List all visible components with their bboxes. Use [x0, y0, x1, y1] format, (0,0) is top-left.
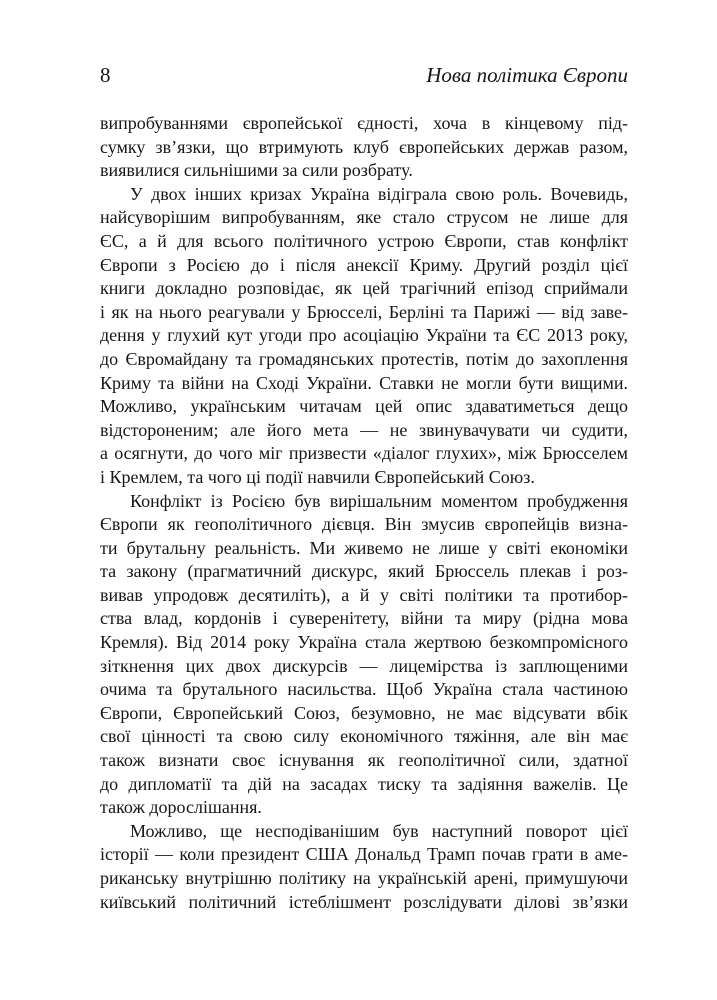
text-line: Можливо, ще несподіванішим був наступний поворот цієї [130, 820, 628, 841]
text-line: ЄС, а й для всього політичного устрою Європи, став конфлікт [100, 230, 628, 251]
text-line: випробуваннями європейської єдності, хоча в кінцевому під- [100, 113, 628, 133]
text-line: Європи, Європейський Союз, безумовно, не має відсувати вбік [100, 702, 628, 723]
text-line: сумку зв’язки, що втримують клуб європейських держав разом, [100, 136, 628, 157]
text-line: ти брутальну реальність. Ми живемо не лише у світі економіки [100, 537, 628, 558]
running-title: Нова політика Європи [426, 63, 628, 87]
text-line: до дипломатії та дій на засадах тиску та задіяння важелів. Це [100, 773, 628, 794]
text-line: У двох інших кризах Україна відіграла свою роль. Вочевидь, [130, 183, 628, 204]
body-text [100, 112, 628, 914]
text-line: Європи як геополітичного дієвця. Він змусив європейців визна- [100, 514, 628, 535]
paragraph [100, 112, 628, 183]
text-line: зіткнення цих двох дискурсів — лицемірства із заплющеними [100, 655, 628, 676]
text-line: найсуворішим випробуванням, яке стало струсом не лише для [100, 207, 628, 228]
text-line: і як на нього реагували у Брюсселі, Берліні та Парижі — від заве- [100, 301, 628, 322]
text-line: відстороненим; але його мета — не звинувачувати чи судити, [100, 419, 628, 440]
text-line: Криму та війни на Сході України. Ставки не могли бути вищими. [100, 372, 628, 393]
text-line: Кремля). Від 2014 року Україна стала жертвою безкомпромісного [100, 632, 628, 653]
text-line: ства влад, кордонів і суверенітету, війни та миру (рідна мова [100, 608, 628, 629]
page-number: 8 [100, 63, 111, 87]
text-line: книги докладно розповідає, як цей трагічний епізод сприймали [100, 278, 628, 299]
text-line: також визнати своє існування як геополітичної сили, здатної [100, 750, 628, 771]
text-line: свої цінності та свою силу економічного тяжіння, але він має [100, 726, 628, 747]
text-line: Конфлікт із Росією був вирішальним моментом пробудження [130, 490, 628, 511]
text-line: історії — коли президент США Дональд Трамп почав грати в аме- [100, 844, 628, 865]
text-line: очима та брутального насильства. Щоб Україна стала частиною [100, 679, 628, 700]
text-line: Можливо, українським читачам цей опис здаватиметься дещо [100, 396, 628, 417]
text-line: а осягнути, до чого міг призвести «діалог глухих», між Брюсселем [100, 443, 628, 464]
text-line: до Євромайдану та громадянських протестів, потім до захоплення [100, 348, 628, 369]
text-line: також дорослішання. [100, 797, 262, 818]
running-head [100, 63, 628, 88]
paragraph [100, 490, 628, 820]
text-line: київський політичний істеблішмент розслідувати ділові зв’язки [100, 891, 628, 912]
text-line: виявилися сильнішими за сили розбрату. [100, 160, 413, 181]
text-line: та закону (прагматичний дискурс, який Брюссель плекав і роз- [100, 561, 628, 582]
paragraph [100, 183, 628, 490]
text-line: вивав упродовж десятиліть), а й у світі політики та протибор- [100, 584, 628, 605]
paragraph [100, 820, 628, 914]
text-line: дення у глухий кут угоди про асоціацію України та ЄС 2013 року, [100, 325, 628, 346]
text-line: і Кремлем, та чого ці події навчили Європейський Союз. [100, 466, 535, 487]
text-line: риканську внутрішню політику на українській арені, примушуючи [100, 868, 628, 888]
text-line: Європи з Росією до і після анексії Криму. Другий розділ цієї [100, 254, 628, 275]
